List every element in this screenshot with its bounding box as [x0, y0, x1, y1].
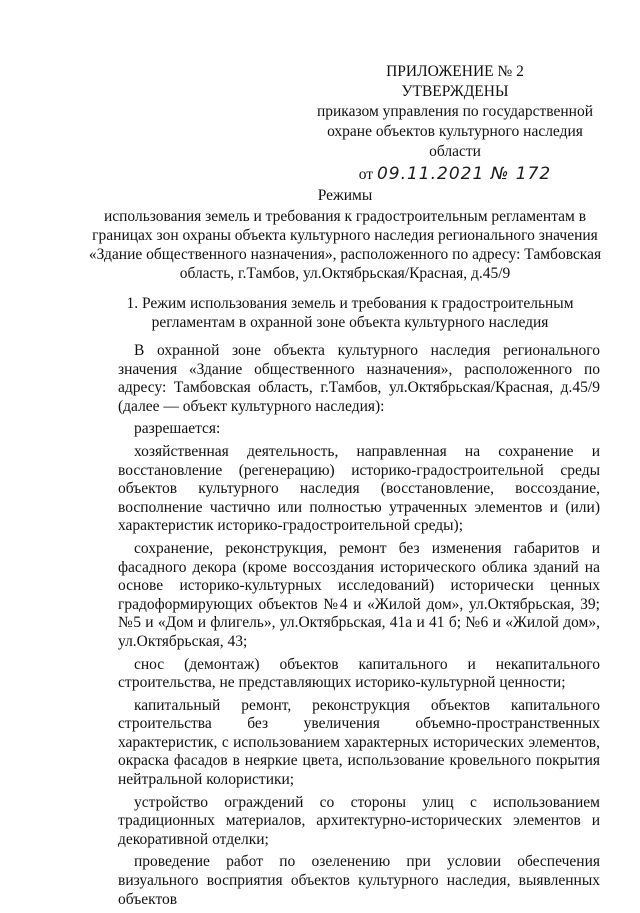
list-item: устройство ограждений со стороны улиц с использованием традиционных материалов, архитектурно-исторических элементов и декоративной отделки; [118, 793, 600, 848]
document-subtitle: использования земель и требования к градостроительным регламентам в границах зон охраны объекта культурного наследия регионального значения «Здание общественного назначения», расположенного по адресу: Тамбовская область, г.Тамбов, ул.Октябрьская/Красная, д.45/9 [88, 208, 602, 282]
document-title: Режимы [317, 187, 373, 204]
approval-header [300, 62, 610, 185]
list-item: проведение работ по озеленению при условии обеспечения визуального восприятия объектов культурного наследия, выявленных объектов [118, 853, 600, 908]
intro-paragraph: В охранной зоне объекта культурного наследия регионального значения «Здание общественного назначения», расположенного по адресу: Тамбовская область, г.Тамбов, ул.Октябрьская/Красная, д.45/9 (далее — объект культурного наследия): [118, 342, 600, 415]
document-body [118, 342, 600, 913]
allowed-label: разрешается: [134, 420, 221, 438]
order-date-line [300, 164, 610, 185]
list-item: капитальный ремонт, реконструкция объектов капитального строительства без увеличения объемно-пространственных характеристик, с использованием характерных исторических элементов, окраска фасадов в неяркие цвета, использование кровельного покрытия нейтральной колористики; [118, 696, 600, 789]
order-line-1: приказом управления по государственной [316, 103, 594, 120]
document-title-block [80, 186, 610, 283]
appendix-label: ПРИЛОЖЕНИЕ № 2 [386, 63, 524, 80]
approved-label: УТВЕРЖДЕНЫ [401, 83, 509, 100]
order-line-2: охране объектов культурного наследия области [327, 123, 583, 160]
date-prefix: от [358, 166, 374, 183]
list-item: хозяйственная деятельность, направленная на сохранение и восстановление (регенерацию) историко-градостроительной среды объектов культурного наследия (восстановление, воссоздание, восполнение частично или полностью утраченных элементов и (или) характеристик историко-градостроительной среды); [118, 442, 600, 535]
list-item: сохранение, реконструкция, ремонт без изменения габаритов и фасадного декора (кроме воссоздания исторического облика зданий на основе историко-культурных исследований) исторически ценных градоформирующих объектов №4 и «Жилой дом», ул.Октябрьская, 39; №5 и «Дом и флигель», ул.Октябрьская, 41а и 41 б; №6 и «Жилой дом», ул.Октябрьская, 43; [118, 539, 600, 650]
list-item: снос (демонтаж) объектов капитального и некапитального строительства, не представляющих историко-культурной ценности; [118, 655, 600, 692]
section-heading: 1. Режим использования земель и требования к градостроительным регламентам в охранной зоне объекта культурного наследия [126, 295, 574, 331]
handwritten-date: 09.11.2021 № 172 [376, 164, 552, 184]
